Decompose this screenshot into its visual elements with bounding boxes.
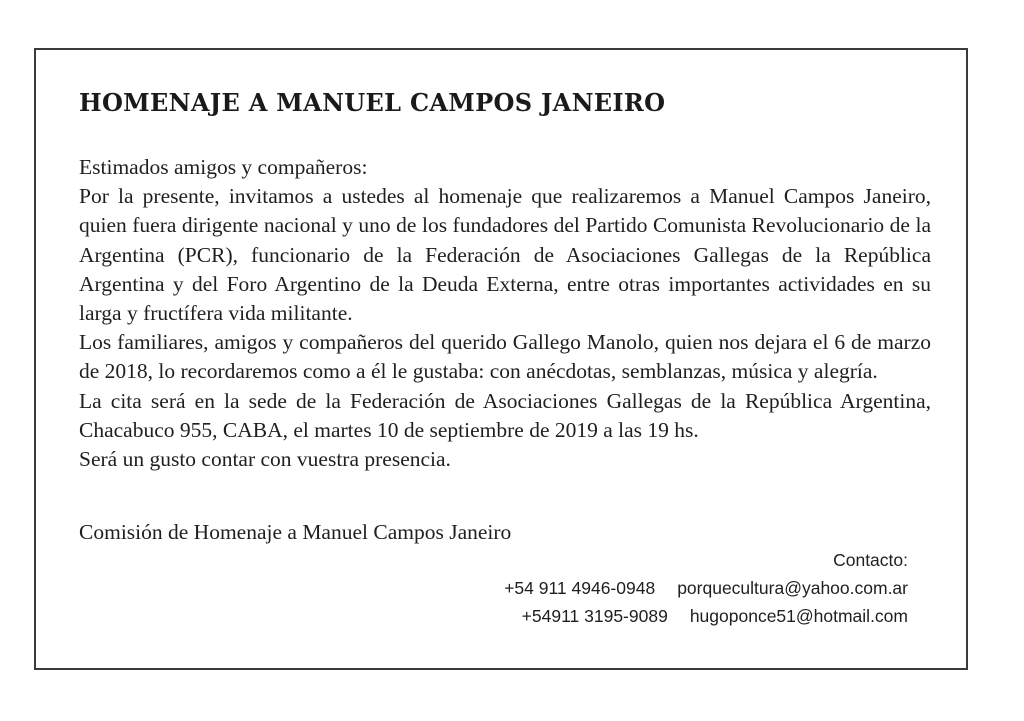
contact-label: Contacto: — [833, 550, 908, 570]
invitation-body — [79, 153, 931, 474]
paragraph-remembrance: Los familiares, amigos y compañeros del querido Gallego Manolo, quien nos dejara el 6 de marzo de 2018, lo recordaremos como a él le gustaba: con anécdotas, semblanzas, música y alegría. — [79, 330, 931, 384]
contact-phone[interactable]: +54 911 4946-0948 — [504, 578, 656, 598]
document-title: HOMENAJE A MANUEL CAMPOS JANEIRO — [79, 88, 666, 117]
paragraph-closing: Será un gusto contar con vuestra presencia. — [79, 447, 451, 472]
contact-email[interactable]: porquecultura@yahoo.com.ar — [677, 578, 908, 598]
greeting: Estimados amigos y compañeros: — [79, 155, 368, 179]
signature: Comisión de Homenaje a Manuel Campos Janeiro — [79, 520, 512, 544]
contact-entry — [504, 602, 908, 630]
contact-phone[interactable]: +54911 3195-9089 — [521, 606, 668, 626]
invitation-card — [34, 48, 968, 670]
paragraph-invitation: Por la presente, invitamos a ustedes al homenaje que realizaremos a Manuel Campos Janeiro, quien fuera dirigente nacional y uno de los fundadores del Partido Comunista Revolucionario de la Argentina (PCR), funcionario de la Federación de Asociaciones Gallegas de la República Argentina y del Foro Argentino de la Deuda Externa, entre otras importantes actividades en su larga y fructífera vida militante. — [79, 184, 931, 326]
contact-entry — [504, 574, 908, 602]
paragraph-venue: La cita será en la sede de la Federación de Asociaciones Gallegas de la República Argentina, Chacabuco 955, CABA, el martes 10 de septiembre de 2019 a las 19 hs. — [79, 388, 931, 442]
contact-block — [504, 546, 908, 630]
contact-email[interactable]: hugoponce51@hotmail.com — [689, 606, 908, 626]
